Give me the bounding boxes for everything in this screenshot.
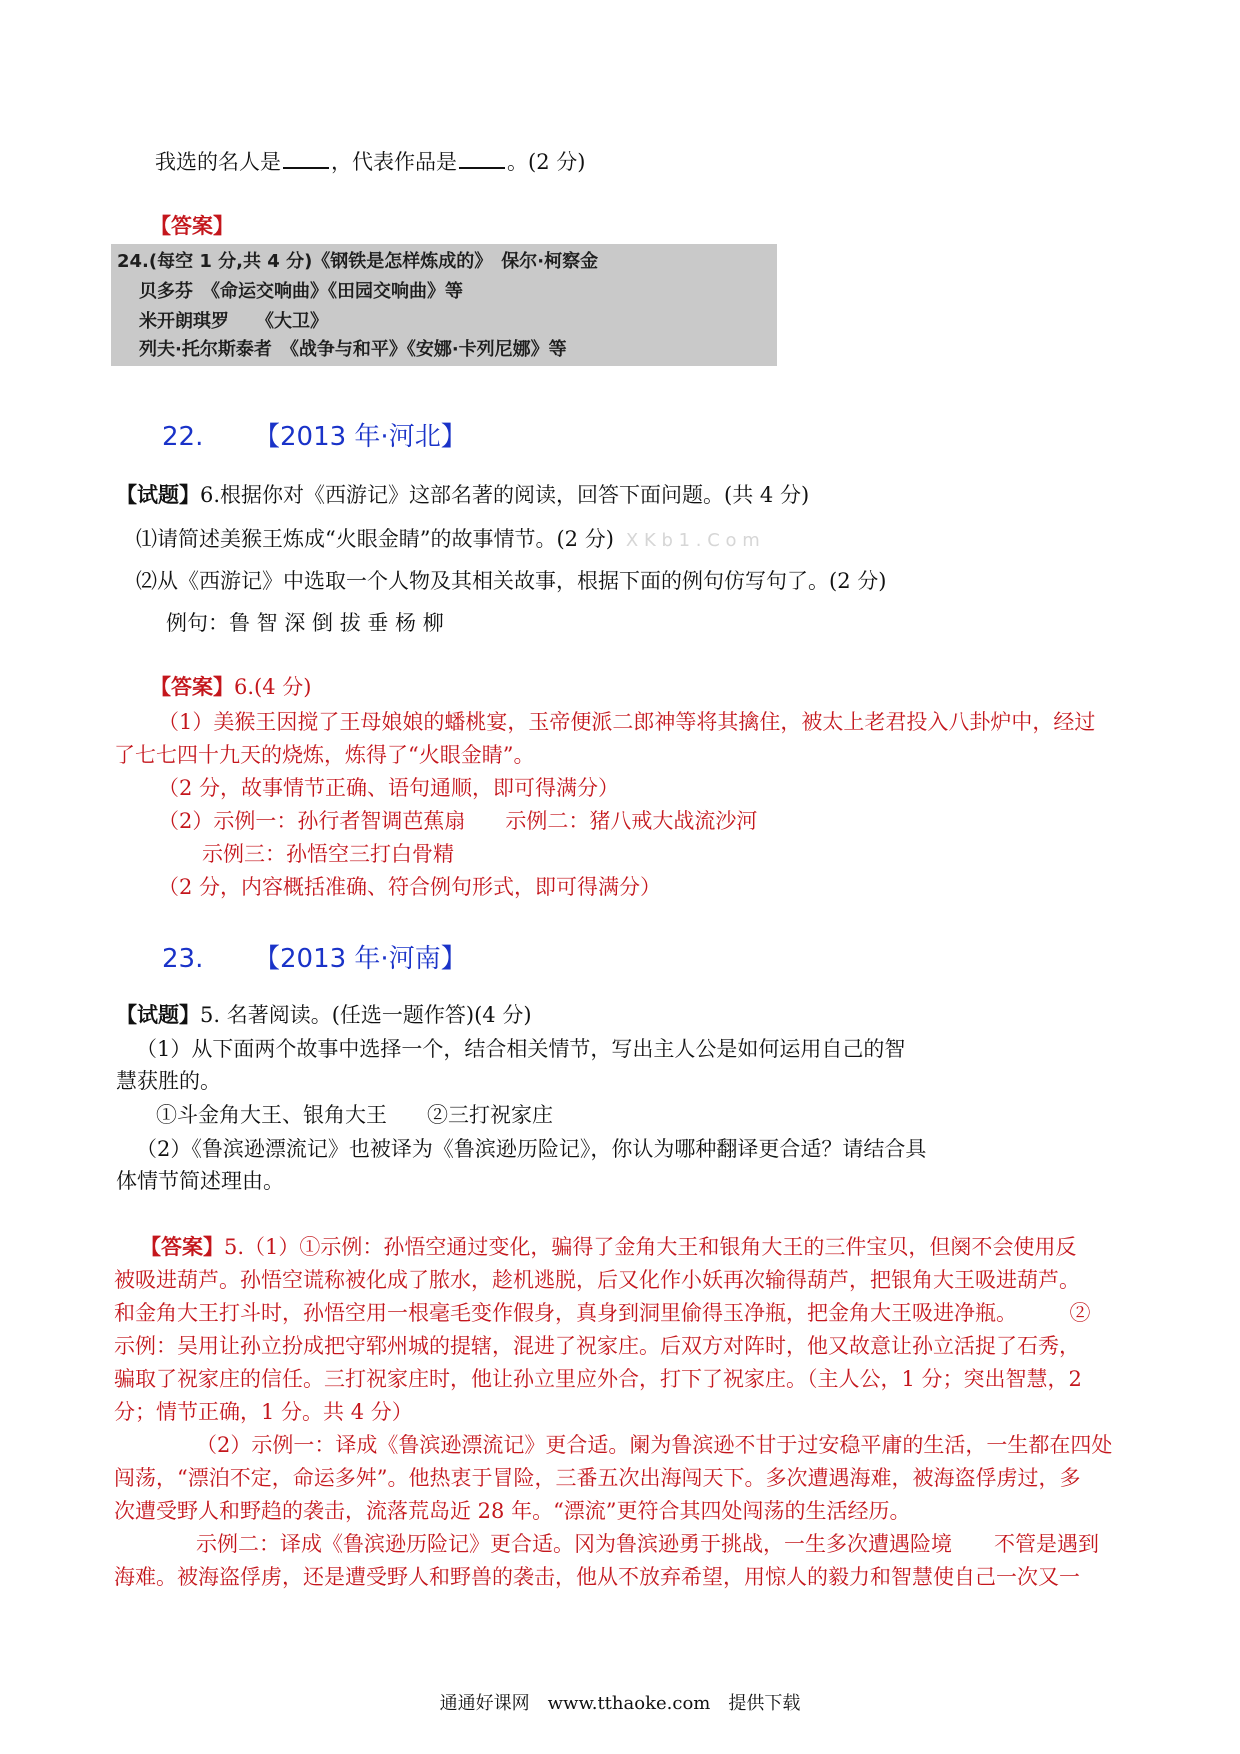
page-footer: 通通好课网 www.tthaoke.com 提供下载 — [439, 1693, 801, 1714]
answer-23-line: 分；情节正确，1 分。共 4 分） — [114, 1400, 413, 1424]
question-23-options: ①斗金角大王、银角大王 ②三打祝家庄 — [156, 1103, 553, 1127]
blank-famous-person — [283, 147, 329, 169]
answer-label-24: 【答案】 — [150, 213, 234, 238]
answer-22-line: 了七七四十九天的烧炼，炼得了“火眼金睛”。 — [114, 743, 535, 767]
answer-22-line: （2）示例一：孙行者智调芭蕉扇 示例二：猪八戒大战流沙河 — [158, 809, 758, 833]
answer-23-line: 海难。被海盗俘虏，还是遭受野人和野兽的袭击，他从不放弃希望，用惊人的毅力和智慧使自己一次又一 — [114, 1565, 1080, 1589]
question-23-text: （2）《鲁滨逊漂流记》也被译为《鲁滨逊历险记》，你认为哪种翻译更合适？请结合具 — [136, 1137, 927, 1161]
question-23-text: 体情节简述理由。 — [116, 1169, 284, 1193]
question-23-text: （1）从下面两个故事中选择一个，结合相关情节，写出主人公是如何运用自己的智 — [136, 1037, 906, 1061]
answer-22-line: 示例三：孙悟空三打白骨精 — [202, 842, 454, 866]
question-22: 【试题】6.根据你对《西游记》这部名著的阅读，回答下面问题。(共 4 分) — [116, 482, 810, 507]
section-title: 【2013 年·河北】 — [254, 422, 467, 452]
answer-23-line: 示例：吴用让孙立扮成把守郓州城的提辖，混进了祝家庄。后双方对阵时，他又故意让孙立活捉了石秀， — [114, 1334, 1080, 1358]
section-number: 22. — [162, 422, 204, 452]
scan-line-2: 贝多芬 《命运交响曲》《田园交响曲》等 — [139, 281, 463, 302]
answer-22-line: （2 分，内容概括准确、符合例句形式，即可得满分） — [158, 875, 662, 899]
section-number: 23. — [162, 944, 204, 974]
answer-22-line: （2 分，故事情节正确、语句通顺，即可得满分） — [158, 776, 620, 800]
section-heading-22 — [162, 420, 467, 454]
scan-line-1: 24.(每空 1 分,共 4 分)《钢铁是怎样炼成的》 保尔·柯察金 — [117, 251, 599, 272]
fill-in-prompt: 我选的名人是 ，代表作品是 。(2 分) — [155, 147, 585, 177]
scanned-answer-image — [111, 244, 777, 366]
answer-23-line: 闯荡，“漂泊不定，命运多舛”。他热衷于冒险，三番五次出海闯天下。多次遭遇海难，被海盗俘虏过，多 — [114, 1466, 1081, 1490]
answer-23-line: （2）示例一：译成《鲁滨逊漂流记》更合适。阑为鲁滨逊不甘于过安稳平庸的生活，一生都在四处 — [196, 1433, 1113, 1457]
watermark: X K b 1 . C o m — [625, 530, 760, 551]
question-23: 【试题】5. 名著阅读。(任选一题作答)(4 分) — [116, 1002, 532, 1027]
scan-line-4: 列夫·托尔斯泰者 《战争与和平》《安娜·卡列尼娜》等 — [139, 339, 567, 360]
answer-23-line: 被吸进葫芦。孙悟空谎称被化成了脓水，趁机逃脱，后又化作小妖再次输得葫芦，把银角大王吸进葫芦。 — [114, 1268, 1080, 1292]
question-22-sub2: ⑵从《西游记》中选取一个人物及其相关故事，根据下面的例句仿写句了。(2 分) — [136, 569, 887, 593]
section-heading-23 — [162, 942, 467, 976]
question-23-text: 慧获胜的。 — [116, 1069, 221, 1093]
answer-23-line: 次遭受野人和野趋的袭击，流落荒岛近 28 年。“漂流”更符合其四处闯荡的生活经历。 — [114, 1499, 911, 1523]
answer-22-head: 【答案】6.(4 分) — [150, 674, 312, 699]
answer-22-line: （1）美猴王因搅了王母娘娘的蟠桃宴，玉帝便派二郎神等将其擒住，被太上老君投入八卦炉中，经过 — [158, 710, 1096, 734]
question-22-example: 例句：鲁 智 深 倒 拔 垂 杨 柳 — [166, 611, 444, 635]
section-title: 【2013 年·河南】 — [254, 944, 467, 974]
answer-23-line: 示例二：译成《鲁滨逊历险记》更合适。冈为鲁滨逊勇于挑战，一生多次遭遇险境 不管是遇到 — [196, 1532, 1099, 1556]
blank-representative-work — [459, 147, 505, 169]
answer-23-line: 和金角大王打斗时，孙悟空用一根毫毛变作假身，真身到洞里偷得玉净瓶，把金角大王吸进净瓶。 ② — [114, 1301, 1091, 1325]
scan-line-3: 米开朗琪罗 《大卫》 — [139, 311, 328, 332]
answer-23-line: 【答案】5.（1）①示例：孙悟空通过变化，骗得了金角大王和银角大王的三件宝贝，但阕不会使用反 — [140, 1234, 1077, 1259]
answer-23-line: 骗取了祝家庄的信任。三打祝家庄时，他让孙立里应外合，打下了祝家庄。（主人公，1 分；突出智慧，2 — [114, 1367, 1082, 1391]
question-22-sub1: ⑴请简述美猴王炼成“火眼金睛”的故事情节。(2 分) X K b 1 . C o m — [136, 527, 760, 551]
